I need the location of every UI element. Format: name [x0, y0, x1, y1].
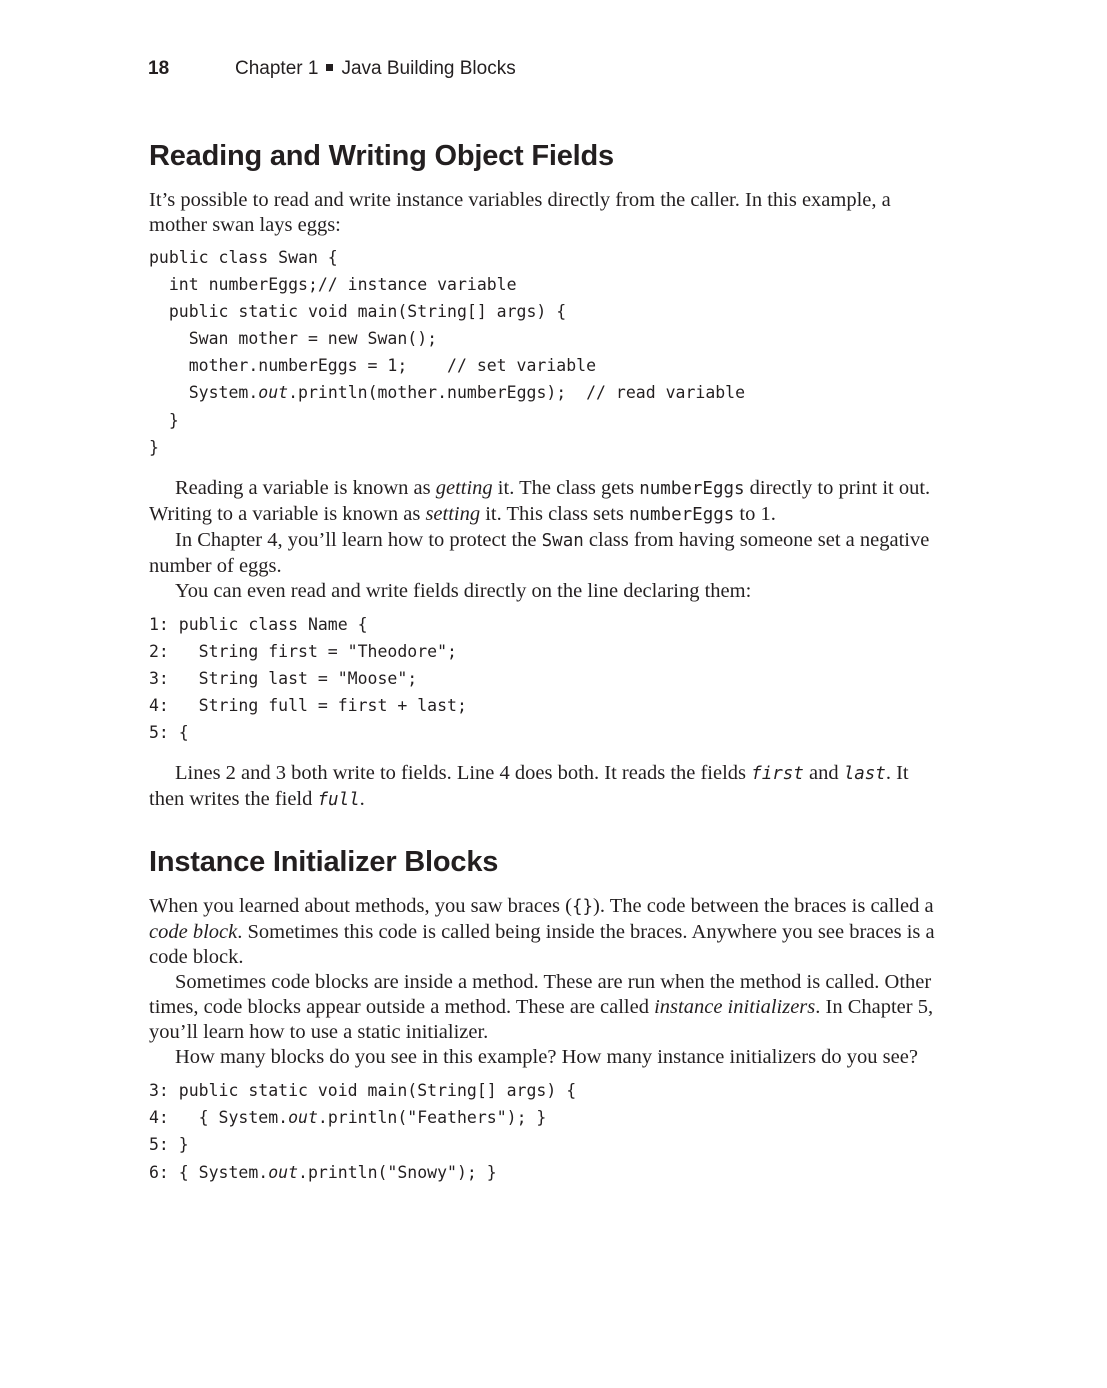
paragraph-declaring: You can even read and write fields directly on the line declaring them: [175, 579, 752, 602]
section-heading-initializer: Instance Initializer Blocks [149, 846, 499, 879]
code-listing-swan: public class Swan { int numberEggs;// instance variable public static void main(String[] args) { Swan mother = new Swan(); mother.numberEggs = 1; // set variable System.out.println(mother.numberEggs); // read variable } } [149, 248, 746, 457]
code-listing-name: 1: public class Name { 2: String first = "Theodore"; 3: String last = "Moose"; 4: String full = first + last; 5: { [149, 614, 467, 743]
paragraph-lines: Lines 2 and 3 both write to fields. Line 4 does both. It reads the fields first and last. It then writes the field full. [149, 762, 909, 811]
intro-paragraph: It’s possible to read and write instance variables directly from the caller. In this example, a mother swan lays eggs: [149, 189, 891, 236]
chapter-label: Chapter 1 [235, 58, 319, 79]
paragraph-chapter4: In Chapter 4, you’ll learn how to protect the Swan class from having someone set a negative number of eggs. [149, 528, 930, 577]
section-heading-reading-writing: Reading and Writing Object Fields [149, 140, 614, 172]
paragraph-getting-setting: Reading a variable is known as getting it. The class gets numberEggs directly to print it out. Writing to a variable is known as setting it. This class sets numberEggs to 1. [149, 476, 931, 525]
page-body [149, 140, 941, 1186]
chapter-title: Java Building Blocks [341, 58, 516, 79]
page-number: 18 [148, 58, 170, 79]
running-header [148, 58, 516, 80]
paragraph-instance-initializers: Sometimes code blocks are inside a method. These are run when the method is called. Other times, code blocks appear outside a method. These are called instance initializers. In Chapter 5, you’ll learn how to use a static initializer. [149, 971, 934, 1044]
paragraph-code-block: When you learned about methods, you saw braces ({}). The code between the braces is called a code block. Sometimes this code is called being inside the braces. Anywhere you see braces is a code block. [149, 895, 935, 969]
paragraph-question: How many blocks do you see in this example? How many instance initializers do you see? [175, 1046, 918, 1069]
code-listing-blocks: 3: public static void main(String[] args) { 4: { System.out.println("Feathers"); } 5: } 6: { System.out.println("Snowy"); } [149, 1081, 577, 1182]
bullet-separator [326, 64, 333, 71]
